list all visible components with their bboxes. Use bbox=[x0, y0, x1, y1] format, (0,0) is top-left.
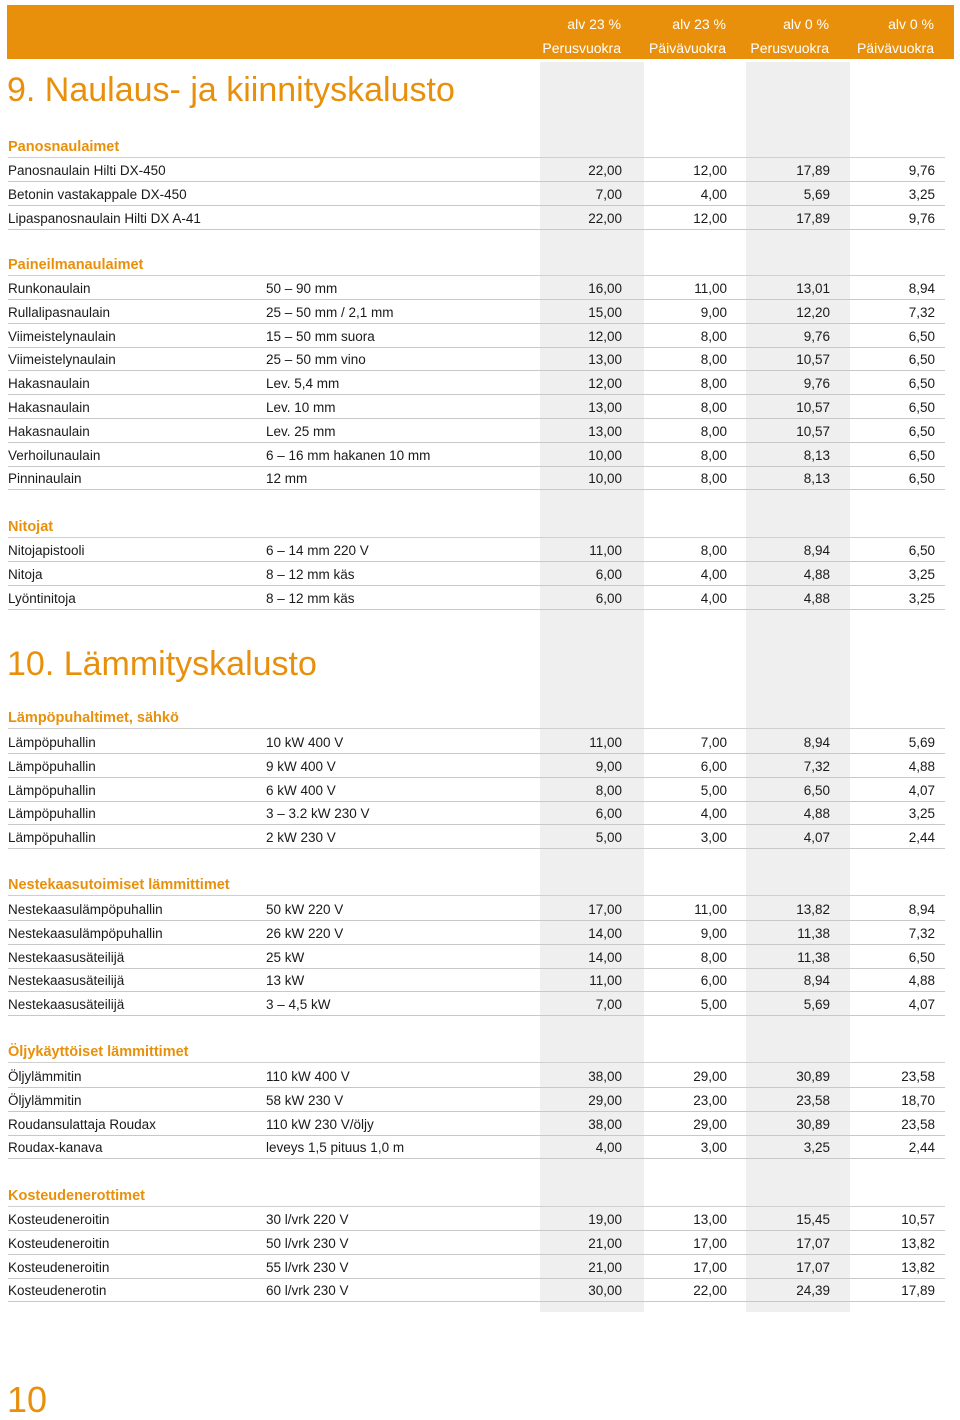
row-divider bbox=[8, 1158, 945, 1159]
item-spec: 50 kW 220 V bbox=[266, 902, 344, 917]
category-heading bbox=[8, 136, 945, 158]
price-vat0-daily: 23,58 bbox=[901, 1069, 935, 1084]
row-divider bbox=[8, 609, 945, 610]
price-vat0-basic: 10,57 bbox=[796, 352, 830, 368]
price-vat23-basic: 14,00 bbox=[588, 949, 622, 965]
table-row bbox=[8, 1065, 945, 1088]
price-vat23-basic: 19,00 bbox=[588, 1212, 622, 1227]
price-vat23-basic: 5,00 bbox=[595, 830, 622, 846]
price-vat0-daily: 4,07 bbox=[908, 782, 935, 798]
item-name: Kosteudeneroitin bbox=[8, 1212, 110, 1227]
header-vat-label: alv 23 % bbox=[567, 16, 621, 32]
item-spec: 110 kW 230 V/öljy bbox=[266, 1116, 374, 1132]
price-vat0-daily: 13,82 bbox=[901, 1235, 935, 1251]
item-name: Kosteudeneroitin bbox=[8, 1235, 110, 1251]
price-vat23-basic: 10,00 bbox=[588, 471, 622, 487]
price-vat23-basic: 13,00 bbox=[588, 400, 622, 415]
category-divider bbox=[8, 157, 945, 158]
item-name: Roudax-kanava bbox=[8, 1140, 103, 1156]
table-row bbox=[8, 898, 945, 921]
table-row bbox=[8, 372, 945, 395]
price-vat23-daily: 5,00 bbox=[700, 997, 727, 1013]
price-vat23-daily: 6,00 bbox=[700, 758, 727, 774]
price-vat0-basic: 4,07 bbox=[803, 830, 830, 846]
price-vat0-basic: 17,07 bbox=[796, 1259, 830, 1275]
price-vat0-basic: 8,13 bbox=[803, 447, 830, 463]
category-title: Nitojat bbox=[8, 519, 54, 535]
table-row bbox=[8, 467, 945, 490]
price-vat23-basic: 38,00 bbox=[588, 1069, 622, 1084]
price-vat23-basic: 22,00 bbox=[588, 163, 622, 178]
price-vat23-basic: 14,00 bbox=[588, 925, 622, 941]
item-spec: 26 kW 220 V bbox=[266, 925, 344, 941]
category-heading bbox=[8, 874, 945, 896]
item-name: Nestekaasusäteilijä bbox=[8, 997, 125, 1013]
item-spec: 30 l/vrk 220 V bbox=[266, 1212, 349, 1227]
item-spec: 2 kW 230 V bbox=[266, 830, 336, 846]
table-row bbox=[8, 779, 945, 802]
price-vat23-daily: 8,00 bbox=[700, 949, 727, 965]
price-vat23-daily: 29,00 bbox=[693, 1069, 727, 1084]
category-divider bbox=[8, 1206, 945, 1207]
section-title: 9. Naulaus- ja kiinnityskalusto bbox=[7, 71, 455, 109]
price-vat23-basic: 7,00 bbox=[595, 186, 622, 202]
table-row bbox=[8, 969, 945, 992]
item-name: Kosteudenerotin bbox=[8, 1283, 107, 1299]
price-vat0-daily: 3,25 bbox=[908, 186, 935, 202]
item-name: Verhoilunaulain bbox=[8, 447, 101, 463]
price-vat23-daily: 8,00 bbox=[700, 471, 727, 487]
item-name: Rullalipasnaulain bbox=[8, 304, 111, 320]
price-vat0-daily: 3,25 bbox=[908, 566, 935, 582]
table-row bbox=[8, 277, 945, 300]
price-vat0-daily: 9,76 bbox=[908, 163, 935, 178]
item-spec: 8 – 12 mm käs bbox=[266, 566, 355, 582]
item-spec: 15 – 50 mm suora bbox=[266, 328, 375, 344]
item-name: Nestekaasusäteilijä bbox=[8, 973, 125, 989]
price-vat23-daily: 8,00 bbox=[700, 423, 727, 439]
price-vat0-basic: 30,89 bbox=[796, 1116, 830, 1132]
category-title: Lämpöpuhaltimet, sähkö bbox=[8, 710, 179, 726]
price-vat0-daily: 4,88 bbox=[908, 758, 935, 774]
item-spec: 6 – 14 mm 220 V bbox=[266, 543, 369, 558]
price-vat0-daily: 18,70 bbox=[901, 1092, 935, 1108]
item-name: Lämpöpuhallin bbox=[8, 758, 96, 774]
price-vat0-daily: 6,50 bbox=[908, 376, 935, 392]
table-row bbox=[8, 1136, 945, 1159]
price-vat23-daily: 17,00 bbox=[693, 1259, 727, 1275]
table-row bbox=[8, 539, 945, 562]
item-spec: 8 – 12 mm käs bbox=[266, 590, 355, 606]
price-vat0-daily: 9,76 bbox=[908, 210, 935, 226]
table-row bbox=[8, 159, 945, 182]
price-vat23-daily: 22,00 bbox=[693, 1283, 727, 1299]
price-vat0-basic: 8,13 bbox=[803, 471, 830, 487]
item-name: Lipaspanosnaulain Hilti DX A-41 bbox=[8, 210, 201, 226]
price-vat0-basic: 15,45 bbox=[796, 1212, 830, 1227]
price-vat0-daily: 17,89 bbox=[901, 1283, 935, 1299]
item-spec: 13 kW bbox=[266, 973, 305, 989]
price-vat0-basic: 11,38 bbox=[797, 949, 830, 965]
category-divider bbox=[8, 728, 945, 729]
header-type-label: Päivävuokra bbox=[856, 40, 934, 56]
item-name: Pinninaulain bbox=[8, 471, 82, 487]
category-divider bbox=[8, 895, 945, 896]
row-divider bbox=[8, 489, 945, 490]
price-vat23-basic: 4,00 bbox=[595, 1140, 622, 1156]
category-title: Panosnaulaimet bbox=[8, 139, 120, 155]
item-name: Hakasnaulain bbox=[8, 400, 90, 415]
price-vat23-daily: 4,00 bbox=[700, 590, 727, 606]
price-vat23-daily: 12,00 bbox=[693, 210, 727, 226]
price-vat0-basic: 9,76 bbox=[803, 376, 830, 392]
price-vat0-basic: 7,32 bbox=[803, 758, 830, 774]
category-divider bbox=[8, 537, 945, 538]
item-name: Nestekaasulämpöpuhallin bbox=[8, 902, 163, 917]
item-name: Lämpöpuhallin bbox=[8, 806, 96, 822]
category-heading bbox=[8, 516, 945, 538]
section-title: 10. Lämmityskalusto bbox=[7, 645, 317, 683]
price-vat0-daily: 4,07 bbox=[908, 997, 935, 1013]
price-vat23-basic: 13,00 bbox=[588, 352, 622, 368]
price-vat23-daily: 4,00 bbox=[700, 806, 727, 822]
item-name: Öljylämmitin bbox=[8, 1092, 82, 1108]
table-row bbox=[8, 325, 945, 348]
item-spec: 6 – 16 mm hakanen 10 mm bbox=[266, 447, 431, 463]
price-vat23-basic: 22,00 bbox=[588, 210, 622, 226]
price-vat0-daily: 2,44 bbox=[908, 830, 935, 846]
item-spec: 25 – 50 mm / 2,1 mm bbox=[266, 304, 394, 320]
page-number: 10 bbox=[7, 1379, 48, 1420]
price-vat23-basic: 21,00 bbox=[588, 1235, 622, 1251]
price-vat0-daily: 5,69 bbox=[908, 735, 935, 750]
category-title: Kosteudenerottimet bbox=[8, 1188, 145, 1204]
price-vat23-basic: 17,00 bbox=[588, 902, 622, 917]
item-name: Nitoja bbox=[8, 566, 43, 582]
price-vat0-daily: 4,88 bbox=[908, 973, 935, 989]
item-spec: 3 – 3.2 kW 230 V bbox=[266, 806, 370, 822]
price-vat23-basic: 6,00 bbox=[595, 806, 622, 822]
price-vat23-daily: 8,00 bbox=[700, 352, 727, 368]
table-row bbox=[8, 1232, 945, 1255]
item-name: Lämpöpuhallin bbox=[8, 830, 96, 846]
table-row bbox=[8, 755, 945, 778]
price-vat23-daily: 11,00 bbox=[694, 902, 727, 917]
header-type-label: Perusvuokra bbox=[750, 40, 829, 56]
table-row bbox=[8, 1113, 945, 1136]
price-vat0-daily: 6,50 bbox=[908, 352, 935, 368]
item-name: Öljylämmitin bbox=[8, 1069, 82, 1084]
price-vat0-daily: 23,58 bbox=[901, 1116, 935, 1132]
row-divider bbox=[8, 1301, 945, 1302]
item-spec: 12 mm bbox=[266, 471, 308, 487]
price-vat23-basic: 38,00 bbox=[588, 1116, 622, 1132]
table-row bbox=[8, 1256, 945, 1279]
price-vat23-daily: 11,00 bbox=[694, 281, 727, 296]
price-vat23-basic: 15,00 bbox=[588, 304, 622, 320]
price-vat23-daily: 4,00 bbox=[700, 566, 727, 582]
table-row bbox=[8, 396, 945, 419]
price-vat0-basic: 9,76 bbox=[803, 328, 830, 344]
price-vat23-daily: 5,00 bbox=[700, 782, 727, 798]
price-vat23-daily: 3,00 bbox=[700, 1140, 727, 1156]
item-name: Betonin vastakappale DX-450 bbox=[8, 186, 187, 202]
price-vat0-daily: 3,25 bbox=[908, 806, 935, 822]
table-row bbox=[8, 207, 945, 230]
item-name: Kosteudeneroitin bbox=[8, 1259, 110, 1275]
item-spec: Lev. 10 mm bbox=[266, 400, 336, 415]
price-vat0-basic: 8,94 bbox=[803, 973, 830, 989]
table-row bbox=[8, 444, 945, 467]
table-row bbox=[8, 587, 945, 610]
item-name: Roudansulattaja Roudax bbox=[8, 1116, 156, 1132]
price-vat23-basic: 29,00 bbox=[588, 1092, 622, 1108]
item-spec: 50 – 90 mm bbox=[266, 281, 338, 296]
item-spec: Lev. 5,4 mm bbox=[266, 376, 340, 392]
price-vat23-daily: 9,00 bbox=[700, 925, 727, 941]
price-vat0-basic: 10,57 bbox=[796, 400, 830, 415]
row-divider bbox=[8, 229, 945, 230]
table-row bbox=[8, 922, 945, 945]
price-vat23-daily: 23,00 bbox=[693, 1092, 727, 1108]
table-row bbox=[8, 993, 945, 1016]
price-vat23-basic: 11,00 bbox=[589, 973, 622, 989]
item-spec: 25 kW bbox=[266, 949, 305, 965]
table-row bbox=[8, 301, 945, 324]
item-spec: Lev. 25 mm bbox=[266, 423, 336, 439]
price-vat23-basic: 6,00 bbox=[595, 566, 622, 582]
price-vat0-basic: 3,25 bbox=[803, 1140, 830, 1156]
header-type-label: Perusvuokra bbox=[542, 40, 621, 56]
row-divider bbox=[8, 1015, 945, 1016]
item-name: Nestekaasusäteilijä bbox=[8, 949, 125, 965]
table-row bbox=[8, 1208, 945, 1231]
item-name: Hakasnaulain bbox=[8, 423, 90, 439]
price-vat23-daily: 8,00 bbox=[700, 543, 727, 558]
price-vat0-basic: 4,88 bbox=[803, 566, 830, 582]
price-vat0-daily: 8,94 bbox=[908, 281, 935, 296]
header-col-3 bbox=[719, 12, 829, 60]
header-vat-label: alv 0 % bbox=[888, 16, 934, 32]
price-vat23-basic: 9,00 bbox=[595, 758, 622, 774]
item-spec: 55 l/vrk 230 V bbox=[266, 1259, 349, 1275]
price-vat23-basic: 21,00 bbox=[588, 1259, 622, 1275]
price-vat23-basic: 6,00 bbox=[595, 590, 622, 606]
item-spec: 110 kW 400 V bbox=[266, 1069, 350, 1084]
table-row bbox=[8, 946, 945, 969]
item-spec: 50 l/vrk 230 V bbox=[266, 1235, 349, 1251]
item-spec: 9 kW 400 V bbox=[266, 758, 336, 774]
price-vat0-basic: 8,94 bbox=[803, 543, 830, 558]
price-vat0-basic: 4,88 bbox=[803, 806, 830, 822]
price-vat0-daily: 6,50 bbox=[908, 328, 935, 344]
item-name: Lämpöpuhallin bbox=[8, 735, 96, 750]
price-vat23-daily: 6,00 bbox=[700, 973, 727, 989]
price-vat23-basic: 16,00 bbox=[588, 281, 622, 296]
category-heading bbox=[8, 1041, 945, 1063]
table-row bbox=[8, 802, 945, 825]
table-row bbox=[8, 183, 945, 206]
price-vat23-daily: 29,00 bbox=[693, 1116, 727, 1132]
price-vat0-daily: 6,50 bbox=[908, 423, 935, 439]
price-vat0-basic: 5,69 bbox=[803, 186, 830, 202]
price-vat0-basic: 8,94 bbox=[803, 735, 830, 750]
header-col-4 bbox=[824, 12, 934, 60]
price-vat23-daily: 8,00 bbox=[700, 328, 727, 344]
price-vat23-basic: 12,00 bbox=[588, 376, 622, 392]
item-name: Lämpöpuhallin bbox=[8, 782, 96, 798]
price-vat23-daily: 8,00 bbox=[700, 447, 727, 463]
price-vat23-daily: 9,00 bbox=[700, 304, 727, 320]
price-column-header-bar bbox=[7, 5, 954, 59]
header-col-2 bbox=[616, 12, 726, 60]
price-vat0-daily: 6,50 bbox=[908, 543, 935, 558]
category-heading bbox=[8, 254, 945, 276]
price-vat23-basic: 10,00 bbox=[588, 447, 622, 463]
price-vat0-daily: 6,50 bbox=[908, 447, 935, 463]
price-vat23-daily: 12,00 bbox=[693, 163, 727, 178]
price-vat0-basic: 5,69 bbox=[803, 997, 830, 1013]
price-vat0-basic: 30,89 bbox=[796, 1069, 830, 1084]
header-vat-label: alv 0 % bbox=[783, 16, 829, 32]
category-heading bbox=[8, 707, 945, 729]
item-name: Nitojapistooli bbox=[8, 543, 85, 558]
category-heading bbox=[8, 1185, 945, 1207]
price-vat0-basic: 17,07 bbox=[796, 1235, 830, 1251]
category-title: Nestekaasutoimiset lämmittimet bbox=[8, 877, 230, 893]
item-spec: 25 – 50 mm vino bbox=[266, 352, 366, 368]
item-name: Runkonaulain bbox=[8, 281, 91, 296]
item-spec: 6 kW 400 V bbox=[266, 782, 336, 798]
price-vat23-basic: 8,00 bbox=[595, 782, 622, 798]
category-title: Öljykäyttöiset lämmittimet bbox=[8, 1044, 189, 1060]
table-row bbox=[8, 1089, 945, 1112]
price-vat0-daily: 3,25 bbox=[908, 590, 935, 606]
item-name: Hakasnaulain bbox=[8, 376, 90, 392]
price-vat0-daily: 10,57 bbox=[901, 1212, 935, 1227]
table-row bbox=[8, 1279, 945, 1302]
price-vat23-daily: 7,00 bbox=[700, 735, 727, 750]
price-vat23-daily: 3,00 bbox=[700, 830, 727, 846]
price-vat23-basic: 7,00 bbox=[595, 997, 622, 1013]
price-vat0-basic: 17,89 bbox=[796, 210, 830, 226]
price-vat23-daily: 13,00 bbox=[693, 1212, 727, 1227]
item-name: Nestekaasulämpöpuhallin bbox=[8, 925, 163, 941]
category-divider bbox=[8, 275, 945, 276]
price-vat23-basic: 11,00 bbox=[589, 543, 622, 558]
item-name: Lyöntinitoja bbox=[8, 590, 76, 606]
price-vat0-basic: 11,38 bbox=[797, 925, 830, 941]
price-vat0-basic: 17,89 bbox=[796, 163, 830, 178]
price-vat23-daily: 8,00 bbox=[700, 400, 727, 415]
price-vat0-daily: 13,82 bbox=[901, 1259, 935, 1275]
price-vat0-daily: 6,50 bbox=[908, 471, 935, 487]
table-row bbox=[8, 420, 945, 443]
row-divider bbox=[8, 848, 945, 849]
price-vat23-basic: 11,00 bbox=[589, 735, 622, 750]
item-spec: 10 kW 400 V bbox=[266, 735, 344, 750]
item-spec: 3 – 4,5 kW bbox=[266, 997, 331, 1013]
price-vat23-basic: 13,00 bbox=[588, 423, 622, 439]
price-vat0-daily: 8,94 bbox=[908, 902, 935, 917]
price-vat0-basic: 10,57 bbox=[796, 423, 830, 439]
header-type-label: Päivävuokra bbox=[648, 40, 726, 56]
price-vat0-basic: 23,58 bbox=[796, 1092, 830, 1108]
price-vat0-daily: 6,50 bbox=[908, 949, 935, 965]
table-row bbox=[8, 826, 945, 849]
table-row bbox=[8, 348, 945, 371]
price-vat23-daily: 4,00 bbox=[700, 186, 727, 202]
category-title: Paineilmanaulaimet bbox=[8, 257, 144, 273]
price-vat0-daily: 7,32 bbox=[908, 304, 935, 320]
price-vat0-basic: 4,88 bbox=[803, 590, 830, 606]
category-divider bbox=[8, 1062, 945, 1063]
price-vat0-basic: 12,20 bbox=[796, 304, 830, 320]
price-vat0-basic: 13,01 bbox=[796, 281, 830, 296]
table-row bbox=[8, 731, 945, 754]
price-vat23-basic: 30,00 bbox=[588, 1283, 622, 1299]
price-vat0-basic: 13,82 bbox=[796, 902, 830, 917]
price-vat23-daily: 17,00 bbox=[693, 1235, 727, 1251]
price-vat0-daily: 6,50 bbox=[908, 400, 935, 415]
price-vat0-daily: 7,32 bbox=[908, 925, 935, 941]
item-name: Viimeistelynaulain bbox=[8, 352, 116, 368]
table-row bbox=[8, 563, 945, 586]
header-vat-label: alv 23 % bbox=[672, 16, 726, 32]
item-spec: leveys 1,5 pituus 1,0 m bbox=[266, 1140, 405, 1156]
price-vat0-daily: 2,44 bbox=[908, 1140, 935, 1156]
item-name: Viimeistelynaulain bbox=[8, 328, 116, 344]
price-vat0-basic: 6,50 bbox=[803, 782, 830, 798]
price-vat0-basic: 24,39 bbox=[796, 1283, 830, 1299]
header-col-1 bbox=[511, 12, 621, 60]
item-spec: 58 kW 230 V bbox=[266, 1092, 344, 1108]
item-name: Panosnaulain Hilti DX-450 bbox=[8, 163, 166, 178]
price-vat23-basic: 12,00 bbox=[588, 328, 622, 344]
item-spec: 60 l/vrk 230 V bbox=[266, 1283, 349, 1299]
price-vat23-daily: 8,00 bbox=[700, 376, 727, 392]
